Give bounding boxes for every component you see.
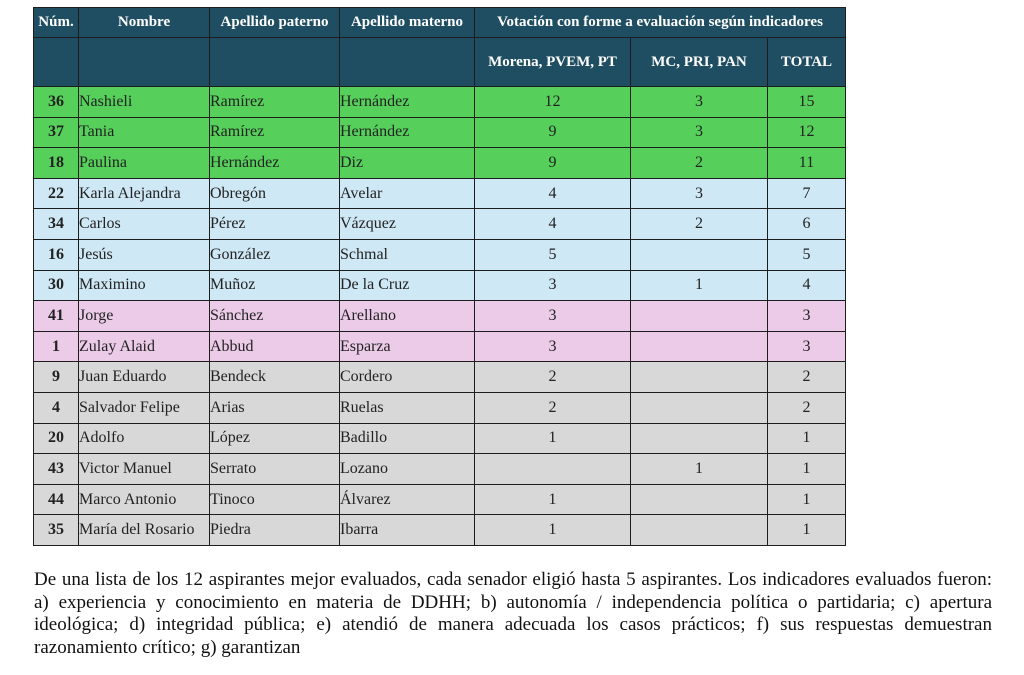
cell-num: 30 — [34, 270, 79, 301]
cell-apellido-paterno: Obregón — [210, 178, 340, 209]
cell-morena-pvem-pt: 4 — [475, 178, 631, 209]
cell-apellido-paterno: Pérez — [210, 209, 340, 240]
header-apellido-paterno: Apellido paterno — [210, 8, 340, 38]
cell-nombre: Adolfo — [79, 423, 210, 454]
cell-num: 20 — [34, 423, 79, 454]
cell-mc-pri-pan — [631, 301, 768, 332]
cell-morena-pvem-pt: 1 — [475, 423, 631, 454]
cell-mc-pri-pan — [631, 484, 768, 515]
cell-apellido-paterno: González — [210, 239, 340, 270]
table-row — [34, 178, 846, 209]
cell-num: 37 — [34, 117, 79, 148]
cell-apellido-paterno: Serrato — [210, 454, 340, 485]
cell-total: 5 — [768, 239, 846, 270]
cell-apellido-materno: Arellano — [340, 301, 475, 332]
cell-total: 6 — [768, 209, 846, 240]
table-row — [34, 423, 846, 454]
cell-total: 15 — [768, 87, 846, 118]
cell-apellido-materno: Lozano — [340, 454, 475, 485]
cell-total: 11 — [768, 148, 846, 179]
cell-apellido-paterno: Ramírez — [210, 117, 340, 148]
header-morena-pvem-pt: Morena, PVEM, PT — [475, 38, 631, 87]
table-row — [34, 301, 846, 332]
cell-num: 44 — [34, 484, 79, 515]
header-blank — [79, 38, 210, 87]
cell-apellido-materno: Ruelas — [340, 392, 475, 423]
explanation-paragraph: De una lista de los 12 aspirantes mejor evaluados, cada senador eligió hasta 5 aspirantes. Los indicadores evaluados fueron: a) experiencia y conocimiento en materia de DDHH; b) autonomía / independencia política o partidaria; c) apertura ideológica; d) integridad pública; e) atendió de manera adecuada los casos prácticos; f) sus respuestas demuestran razonamiento crítico; g) garantizan — [34, 569, 992, 658]
cell-total: 2 — [768, 392, 846, 423]
cell-morena-pvem-pt: 3 — [475, 270, 631, 301]
cell-total: 1 — [768, 515, 846, 546]
cell-mc-pri-pan: 1 — [631, 454, 768, 485]
cell-mc-pri-pan — [631, 331, 768, 362]
header-apellido-materno: Apellido materno — [340, 8, 475, 38]
cell-apellido-materno: Diz — [340, 148, 475, 179]
cell-morena-pvem-pt: 2 — [475, 362, 631, 393]
cell-morena-pvem-pt — [475, 454, 631, 485]
table-body — [34, 87, 846, 546]
cell-nombre: Maximino — [79, 270, 210, 301]
header-votacion: Votación con forme a evaluación según indicadores — [475, 8, 846, 38]
cell-nombre: Zulay Alaid — [79, 331, 210, 362]
cell-nombre: Tania — [79, 117, 210, 148]
cell-num: 9 — [34, 362, 79, 393]
cell-apellido-materno: Álvarez — [340, 484, 475, 515]
table-row — [34, 454, 846, 485]
cell-num: 22 — [34, 178, 79, 209]
cell-apellido-paterno: Abbud — [210, 331, 340, 362]
cell-apellido-paterno: Arias — [210, 392, 340, 423]
header-nombre: Nombre — [79, 8, 210, 38]
table-row — [34, 87, 846, 118]
cell-mc-pri-pan: 2 — [631, 209, 768, 240]
cell-apellido-materno: Esparza — [340, 331, 475, 362]
cell-morena-pvem-pt: 12 — [475, 87, 631, 118]
cell-apellido-materno: Hernández — [340, 87, 475, 118]
header-mc-pri-pan: MC, PRI, PAN — [631, 38, 768, 87]
cell-mc-pri-pan — [631, 362, 768, 393]
cell-num: 4 — [34, 392, 79, 423]
cell-apellido-materno: Vázquez — [340, 209, 475, 240]
cell-mc-pri-pan: 3 — [631, 87, 768, 118]
cell-morena-pvem-pt: 5 — [475, 239, 631, 270]
cell-num: 41 — [34, 301, 79, 332]
cell-num: 34 — [34, 209, 79, 240]
cell-apellido-paterno: Muñoz — [210, 270, 340, 301]
cell-nombre: Paulina — [79, 148, 210, 179]
cell-mc-pri-pan — [631, 392, 768, 423]
cell-apellido-materno: Hernández — [340, 117, 475, 148]
table-row — [34, 209, 846, 240]
cell-num: 1 — [34, 331, 79, 362]
cell-nombre: Karla Alejandra — [79, 178, 210, 209]
cell-apellido-materno: Avelar — [340, 178, 475, 209]
cell-morena-pvem-pt: 4 — [475, 209, 631, 240]
table-row — [34, 484, 846, 515]
cell-apellido-paterno: Piedra — [210, 515, 340, 546]
cell-num: 16 — [34, 239, 79, 270]
cell-morena-pvem-pt: 2 — [475, 392, 631, 423]
cell-total: 3 — [768, 331, 846, 362]
cell-morena-pvem-pt: 1 — [475, 515, 631, 546]
cell-mc-pri-pan — [631, 239, 768, 270]
cell-nombre: Juan Eduardo — [79, 362, 210, 393]
cell-apellido-paterno: Hernández — [210, 148, 340, 179]
cell-nombre: Jesús — [79, 239, 210, 270]
cell-morena-pvem-pt: 1 — [475, 484, 631, 515]
table-row — [34, 331, 846, 362]
cell-num: 36 — [34, 87, 79, 118]
cell-morena-pvem-pt: 3 — [475, 301, 631, 332]
cell-total: 2 — [768, 362, 846, 393]
cell-num: 35 — [34, 515, 79, 546]
cell-nombre: Carlos — [79, 209, 210, 240]
cell-nombre: Victor Manuel — [79, 454, 210, 485]
cell-apellido-materno: Badillo — [340, 423, 475, 454]
table-row — [34, 362, 846, 393]
cell-apellido-materno: Cordero — [340, 362, 475, 393]
table-header — [34, 8, 846, 87]
header-total: TOTAL — [768, 38, 846, 87]
cell-total: 3 — [768, 301, 846, 332]
cell-mc-pri-pan — [631, 515, 768, 546]
cell-total: 12 — [768, 117, 846, 148]
cell-morena-pvem-pt: 9 — [475, 148, 631, 179]
cell-apellido-paterno: Tinoco — [210, 484, 340, 515]
table-row — [34, 515, 846, 546]
cell-num: 18 — [34, 148, 79, 179]
cell-apellido-paterno: Ramírez — [210, 87, 340, 118]
cell-total: 1 — [768, 484, 846, 515]
header-blank — [340, 38, 475, 87]
cell-mc-pri-pan — [631, 423, 768, 454]
cell-mc-pri-pan: 2 — [631, 148, 768, 179]
cell-nombre: Nashieli — [79, 87, 210, 118]
header-num: Núm. — [34, 8, 79, 38]
cell-mc-pri-pan: 1 — [631, 270, 768, 301]
cell-nombre: Marco Antonio — [79, 484, 210, 515]
cell-apellido-materno: Schmal — [340, 239, 475, 270]
cell-total: 1 — [768, 454, 846, 485]
cell-nombre: María del Rosario — [79, 515, 210, 546]
cell-morena-pvem-pt: 9 — [475, 117, 631, 148]
cell-mc-pri-pan: 3 — [631, 117, 768, 148]
cell-apellido-paterno: Bendeck — [210, 362, 340, 393]
table-row — [34, 239, 846, 270]
evaluation-votes-table — [33, 7, 846, 546]
cell-nombre: Salvador Felipe — [79, 392, 210, 423]
cell-apellido-paterno: Sánchez — [210, 301, 340, 332]
table-row — [34, 148, 846, 179]
cell-apellido-materno: Ibarra — [340, 515, 475, 546]
cell-mc-pri-pan: 3 — [631, 178, 768, 209]
table-row — [34, 392, 846, 423]
cell-total: 7 — [768, 178, 846, 209]
cell-total: 1 — [768, 423, 846, 454]
header-blank — [34, 38, 79, 87]
cell-apellido-paterno: López — [210, 423, 340, 454]
cell-total: 4 — [768, 270, 846, 301]
cell-apellido-materno: De la Cruz — [340, 270, 475, 301]
cell-num: 43 — [34, 454, 79, 485]
cell-morena-pvem-pt: 3 — [475, 331, 631, 362]
header-blank — [210, 38, 340, 87]
table-row — [34, 117, 846, 148]
table-row — [34, 270, 846, 301]
cell-nombre: Jorge — [79, 301, 210, 332]
